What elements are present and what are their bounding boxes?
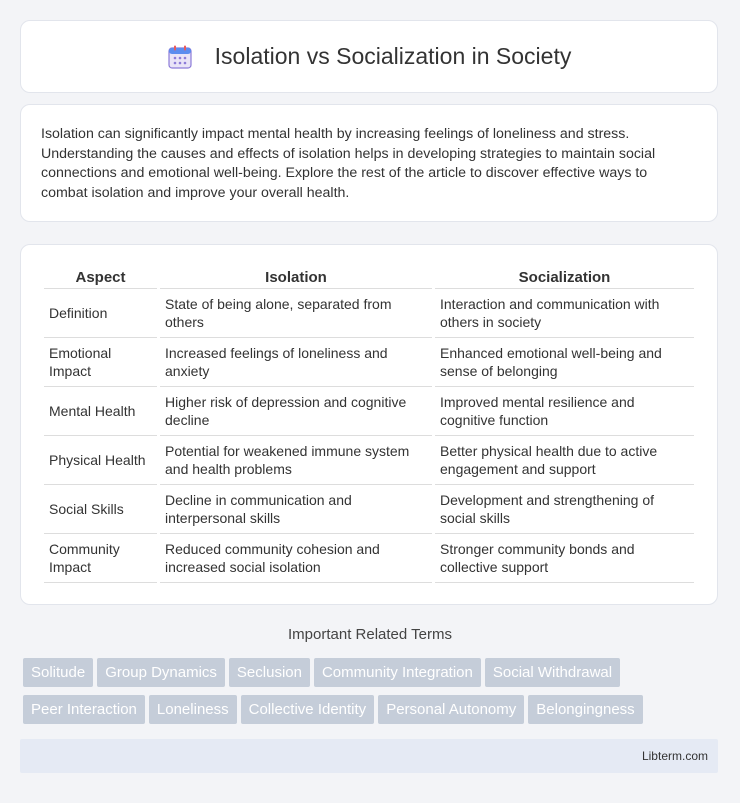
header-isolation: Isolation: [160, 263, 432, 289]
table-row: [44, 387, 694, 436]
tag-loneliness[interactable]: Loneliness: [149, 695, 237, 724]
calendar-icon: [167, 44, 193, 70]
table-row: [44, 436, 694, 485]
cell-socialization: Improved mental resilience and cognitive function: [435, 387, 694, 436]
table-row: [44, 338, 694, 387]
tag-community-integration[interactable]: Community Integration: [314, 658, 481, 687]
cell-aspect: Social Skills: [44, 485, 157, 534]
footer-site-link[interactable]: Libterm.com: [641, 749, 708, 763]
footer: [20, 739, 718, 773]
related-terms-title: Important Related Terms: [288, 626, 452, 643]
header-aspect: Aspect: [44, 263, 157, 289]
tag-seclusion[interactable]: Seclusion: [229, 658, 310, 687]
cell-isolation: State of being alone, separated from others: [160, 289, 432, 338]
comparison-table: [41, 263, 697, 583]
cell-aspect: Physical Health: [44, 436, 157, 485]
header-socialization: Socialization: [435, 263, 694, 289]
cell-aspect: Mental Health: [44, 387, 157, 436]
cell-socialization: Development and strengthening of social skills: [435, 485, 694, 534]
table-row: [44, 485, 694, 534]
cell-socialization: Better physical health due to active engagement and support: [435, 436, 694, 485]
tag-social-withdrawal[interactable]: Social Withdrawal: [485, 658, 620, 687]
cell-isolation: Higher risk of depression and cognitive decline: [160, 387, 432, 436]
tag-personal-autonomy[interactable]: Personal Autonomy: [378, 695, 524, 724]
cell-aspect: Definition: [44, 289, 157, 338]
intro-text: Isolation can significantly impact mental health by increasing feelings of loneliness and stress. Understanding the causes and effects of isolation helps in developing strategies to maintain social connections and emotional well-being. Explore the rest of the article to discover effective ways to combat isolation and improve your overall health.: [41, 126, 656, 201]
cell-aspect: Emotional Impact: [44, 338, 157, 387]
cell-isolation: Potential for weakened immune system and health problems: [160, 436, 432, 485]
intro-card: [20, 104, 718, 222]
title-card: [20, 20, 718, 93]
tag-peer-interaction[interactable]: Peer Interaction: [23, 695, 145, 724]
cell-socialization: Enhanced emotional well-being and sense of belonging: [435, 338, 694, 387]
page-title: Isolation vs Socialization in Society: [214, 43, 572, 69]
cell-aspect: Community Impact: [44, 534, 157, 583]
tag-group-dynamics[interactable]: Group Dynamics: [97, 658, 225, 687]
cell-isolation: Reduced community cohesion and increased social isolation: [160, 534, 432, 583]
tag-collective-identity[interactable]: Collective Identity: [241, 695, 375, 724]
cell-isolation: Decline in communication and interpersonal skills: [160, 485, 432, 534]
table-row: [44, 289, 694, 338]
tag-solitude[interactable]: Solitude: [23, 658, 93, 687]
comparison-card: [20, 244, 718, 605]
cell-socialization: Interaction and communication with others in society: [435, 289, 694, 338]
cell-isolation: Increased feelings of loneliness and anxiety: [160, 338, 432, 387]
related-terms-list: [23, 658, 723, 732]
table-row: [44, 534, 694, 583]
tag-belongingness[interactable]: Belongingness: [528, 695, 642, 724]
cell-socialization: Stronger community bonds and collective support: [435, 534, 694, 583]
table-header-row: [44, 263, 694, 289]
